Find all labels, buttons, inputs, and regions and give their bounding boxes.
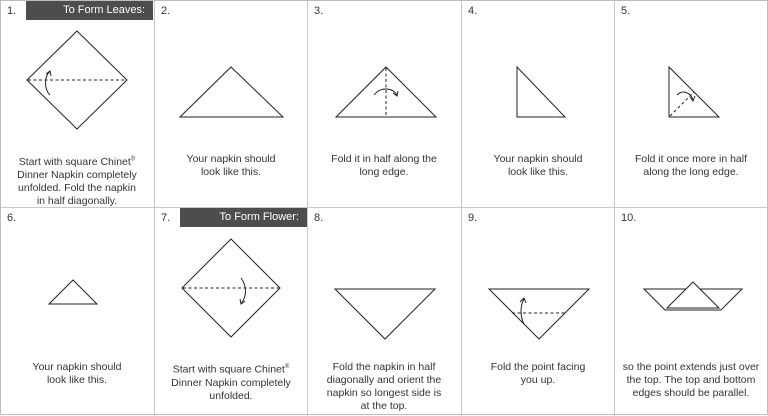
caption-line: Fold the point facing <box>490 361 586 373</box>
caption-line: Dinner Napkin completely <box>17 168 137 181</box>
caption-line: Dinner Napkin completely <box>171 376 291 389</box>
caption-line: in half diagonally. <box>36 194 118 207</box>
small-triangle-napkin <box>49 280 97 304</box>
step-caption <box>308 153 460 179</box>
caption-line: look like this. <box>200 166 262 178</box>
registered-mark: ® <box>130 156 136 162</box>
caption-line: at the top. <box>360 400 408 412</box>
banner-to-form-leaves: To Form Leaves: <box>26 1 153 20</box>
caption-line: diagonally and orient the <box>326 374 442 386</box>
step-caption <box>462 153 614 179</box>
step-number: 5. <box>621 5 631 17</box>
step-caption <box>462 361 614 387</box>
caption-line: the top. The top and bottom <box>626 374 756 386</box>
step-number: 9. <box>468 212 478 224</box>
step-2 <box>155 1 307 207</box>
step-number: 3. <box>314 5 324 17</box>
caption-line: Start with square Chinet® <box>18 155 136 168</box>
step-3 <box>308 1 461 207</box>
inverted-triangle-napkin <box>335 289 435 339</box>
caption-line: Start with square Chinet® <box>172 363 290 376</box>
step-caption <box>1 361 153 387</box>
step-1 <box>1 1 154 207</box>
step-number: 7. <box>161 212 171 224</box>
step-number: 4. <box>468 5 478 17</box>
step-7 <box>155 208 307 416</box>
step-4 <box>462 1 614 207</box>
step-number: 6. <box>7 212 17 224</box>
step-caption <box>308 361 460 413</box>
step-8 <box>308 208 461 416</box>
caption-line: unfolded. <box>209 389 253 402</box>
step-number: 1. <box>7 5 17 17</box>
step-caption <box>615 153 767 179</box>
caption-line: long edge. <box>359 166 409 178</box>
right-triangle-napkin <box>517 67 565 117</box>
triangle-napkin <box>180 67 283 117</box>
step-caption <box>155 361 307 403</box>
step-number: 2. <box>161 5 171 17</box>
caption-line: so the point extends just over <box>622 361 760 373</box>
caption-line: Fold the napkin in half <box>332 361 436 373</box>
caption-line: look like this. <box>46 374 108 386</box>
caption-line: you up. <box>520 374 556 386</box>
caption-line: Your napkin should <box>493 153 583 165</box>
step-9 <box>462 208 614 416</box>
step-number: 8. <box>314 212 324 224</box>
step-6 <box>1 208 154 416</box>
caption-line: napkin so longest side is <box>326 387 442 399</box>
step-caption <box>615 361 767 400</box>
caption-line: along the long edge. <box>643 166 739 178</box>
step-caption <box>1 153 153 208</box>
step-5 <box>615 1 768 207</box>
step-10 <box>615 208 768 416</box>
caption-line: Your napkin should <box>32 361 122 373</box>
caption-line: edges should be parallel. <box>632 387 750 399</box>
caption-line: Fold it once more in half <box>634 153 748 165</box>
inverted-triangle-napkin <box>489 289 589 339</box>
caption-line: look like this. <box>507 166 569 178</box>
banner-to-form-flower: To Form Flower: <box>180 208 307 227</box>
caption-line: unfolded. Fold the napkin <box>18 181 136 194</box>
caption-line: Fold it in half along the <box>331 153 437 165</box>
caption-line: Your napkin should <box>186 153 276 165</box>
registered-mark: ® <box>284 364 290 370</box>
step-number: 10. <box>621 212 637 224</box>
step-caption <box>155 153 307 179</box>
